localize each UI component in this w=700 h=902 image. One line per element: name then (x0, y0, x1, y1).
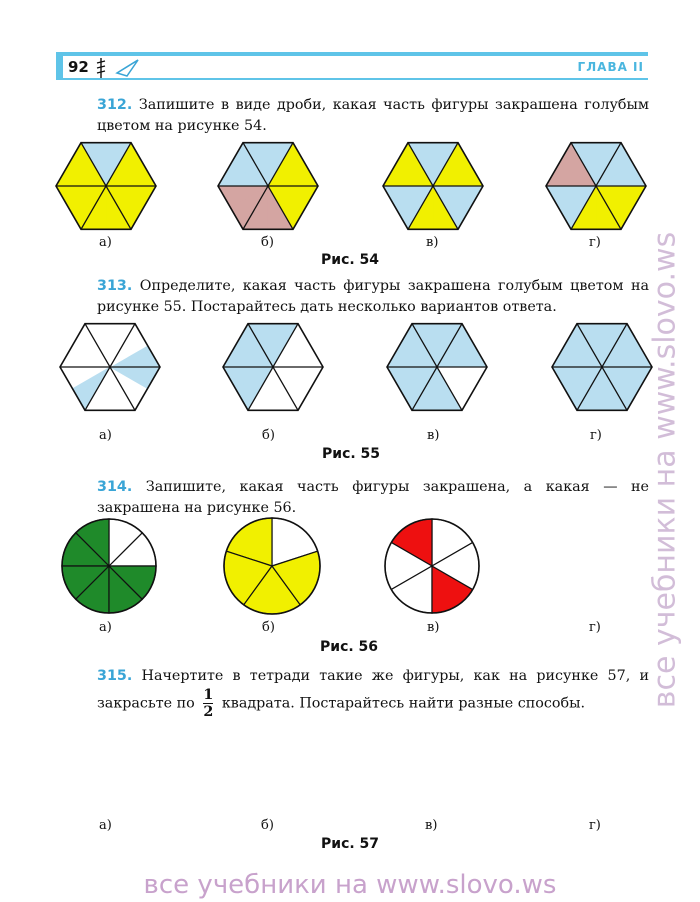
figure-54b-hexagon (216, 141, 320, 231)
figure-56b-circle (223, 517, 323, 615)
task-number: 314. (97, 479, 133, 495)
task-text: Запишите в виде дроби, какая часть фигуры закрашена голубым цветом на рисунке 54. (97, 97, 650, 134)
task-text: Запишите, какая часть фигуры закрашена, а какая — не закрашена на рисунке 56. (97, 479, 649, 516)
figure-caption: Рис. 54 (321, 252, 380, 268)
bookmark-icon (95, 56, 140, 80)
figure-54a-hexagon (54, 141, 158, 231)
task-number: 313. (97, 278, 133, 294)
label-b: б) (262, 620, 275, 635)
label-v: в) (427, 620, 440, 635)
label-a: а) (99, 620, 112, 635)
label-a: а) (99, 818, 112, 833)
label-b: б) (261, 235, 274, 250)
fraction-one-half (203, 687, 213, 720)
label-g: г) (589, 620, 601, 635)
figure-caption: Рис. 55 (322, 446, 381, 462)
bottom-watermark: все учебники на www.slovo.ws (143, 870, 557, 900)
task-314 (97, 477, 649, 519)
fraction-numerator: 1 (203, 687, 214, 703)
header-inner (63, 56, 648, 78)
label-b: б) (261, 818, 274, 833)
task-number: 315. (97, 668, 133, 684)
label-g: г) (590, 428, 602, 443)
fraction-denominator: 2 (203, 704, 214, 720)
figure-56a-circle (60, 517, 158, 615)
label-v: в) (425, 818, 438, 833)
task-315 (97, 666, 649, 720)
figure-caption: Рис. 57 (321, 836, 380, 852)
label-v: в) (427, 428, 440, 443)
task-text: квадрата. Постарайтесь найти разные способы. (221, 695, 586, 712)
figure-57c-square (387, 726, 480, 813)
figure-55d-hexagon (550, 322, 654, 412)
figure-54c-hexagon (381, 141, 485, 231)
task-number: 312. (97, 97, 133, 113)
figure-55c-hexagon (385, 322, 489, 412)
figure-56c-circle (383, 517, 481, 615)
figure-54d-hexagon (544, 141, 648, 231)
side-watermark: все учебники на www.slovo.ws (647, 231, 683, 709)
figure-56d-circle (545, 517, 643, 615)
figure-55a-hexagon (58, 322, 162, 412)
label-g: г) (589, 235, 601, 250)
task-text: Начертите в тетради такие же фигуры, как на рисунке 57, и закрасьте по (97, 668, 650, 712)
label-a: а) (99, 428, 112, 443)
page-number: 92 (68, 58, 89, 76)
label-a: а) (99, 235, 112, 250)
figure-57b-square (224, 726, 320, 813)
chapter-title: ГЛАВА II (577, 60, 644, 74)
task-313 (97, 276, 649, 318)
figure-57d-square (553, 726, 641, 813)
label-b: б) (262, 428, 275, 443)
figure-55b-hexagon (221, 322, 325, 412)
task-text: Определите, какая часть фигуры закрашена голубым цветом на рисунке 55. Постарайтесь дать несколько вариантов ответа. (97, 278, 650, 315)
task-312 (97, 95, 649, 137)
figure-57a-square (62, 726, 158, 813)
label-g: г) (589, 818, 601, 833)
figure-caption: Рис. 56 (320, 639, 379, 655)
label-v: в) (426, 235, 439, 250)
